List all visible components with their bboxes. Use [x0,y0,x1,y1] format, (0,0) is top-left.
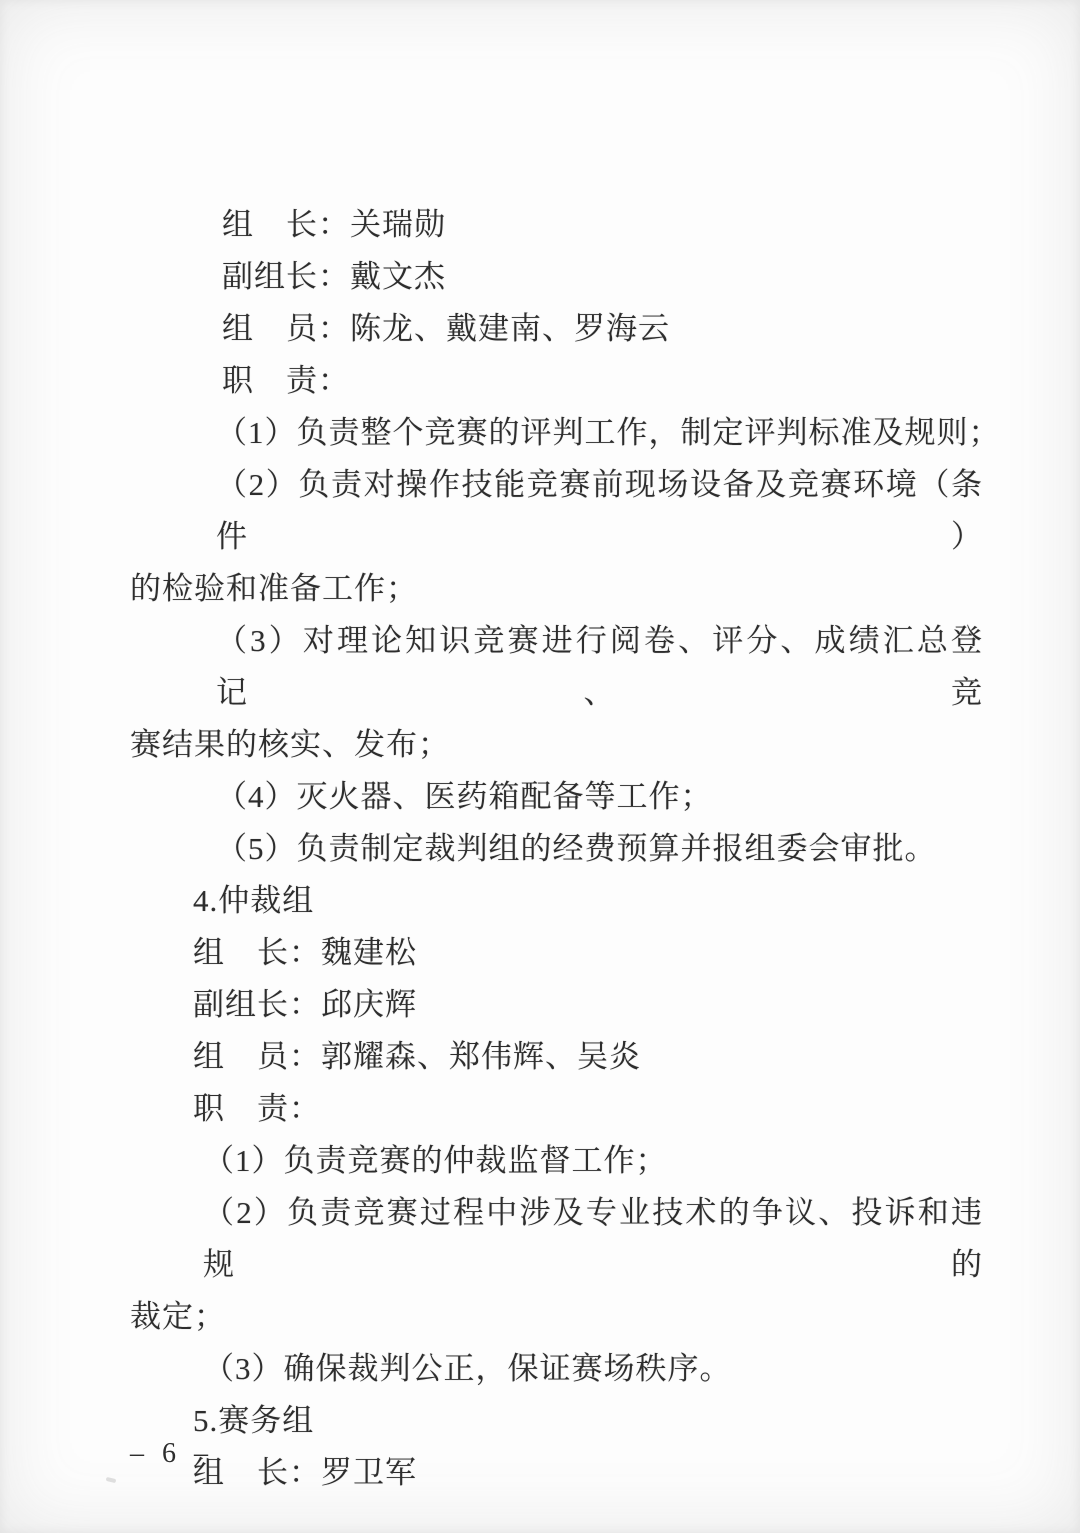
line-arbitration-duty-3: （3）确保裁判公正，保证赛场秩序。 [203,1351,732,1386]
line-arbitration-duties-label: 职 责： [193,1091,321,1126]
line-judge-group-members: 组 员：陈龙、戴建南、罗海云 [222,311,670,346]
line-judge-duty-3-cont: 赛结果的核实、发布； [130,727,450,762]
line-judge-duty-2: （2）负责对操作技能竞赛前现场设备及竞赛环境（条件） [216,467,983,554]
line-arbitration-leader: 组 长：魏建松 [193,935,417,970]
page-number: – 6 – [130,1438,210,1469]
line-arbitration-duty-2-cont: 裁定； [130,1299,226,1334]
line-judge-duty-3: （3）对理论知识竞赛进行阅卷、评分、成绩汇总登记、竞 [216,623,983,710]
line-judge-group-leader: 组 长：关瑞勋 [222,207,446,242]
section-heading-affairs-group: 5.赛务组 [193,1403,315,1438]
line-arbitration-members: 组 员：郭耀森、郑伟辉、吴炎 [193,1039,641,1074]
section-heading-arbitration-group: 4.仲裁组 [193,883,315,918]
document-body [130,199,1001,1499]
line-judge-group-duties-label: 职 责： [222,363,350,398]
line-arbitration-deputy: 副组长：邱庆辉 [193,987,417,1022]
line-affairs-leader: 组 长：罗卫军 [193,1455,417,1490]
line-judge-group-deputy: 副组长：戴文杰 [222,259,446,294]
scan-smudge [106,1477,117,1483]
line-arbitration-duty-1: （1）负责竞赛的仲裁监督工作； [203,1143,668,1178]
line-judge-duty-1: （1）负责整个竞赛的评判工作，制定评判标准及规则； [216,415,1001,450]
line-judge-duty-2-cont: 的检验和准备工作； [130,571,418,606]
line-judge-duty-5: （5）负责制定裁判组的经费预算并报组委会审批。 [216,831,937,866]
line-judge-duty-4: （4）灭火器、医药箱配备等工作； [216,779,713,814]
line-arbitration-duty-2: （2）负责竞赛过程中涉及专业技术的争议、投诉和违规的 [203,1195,983,1282]
